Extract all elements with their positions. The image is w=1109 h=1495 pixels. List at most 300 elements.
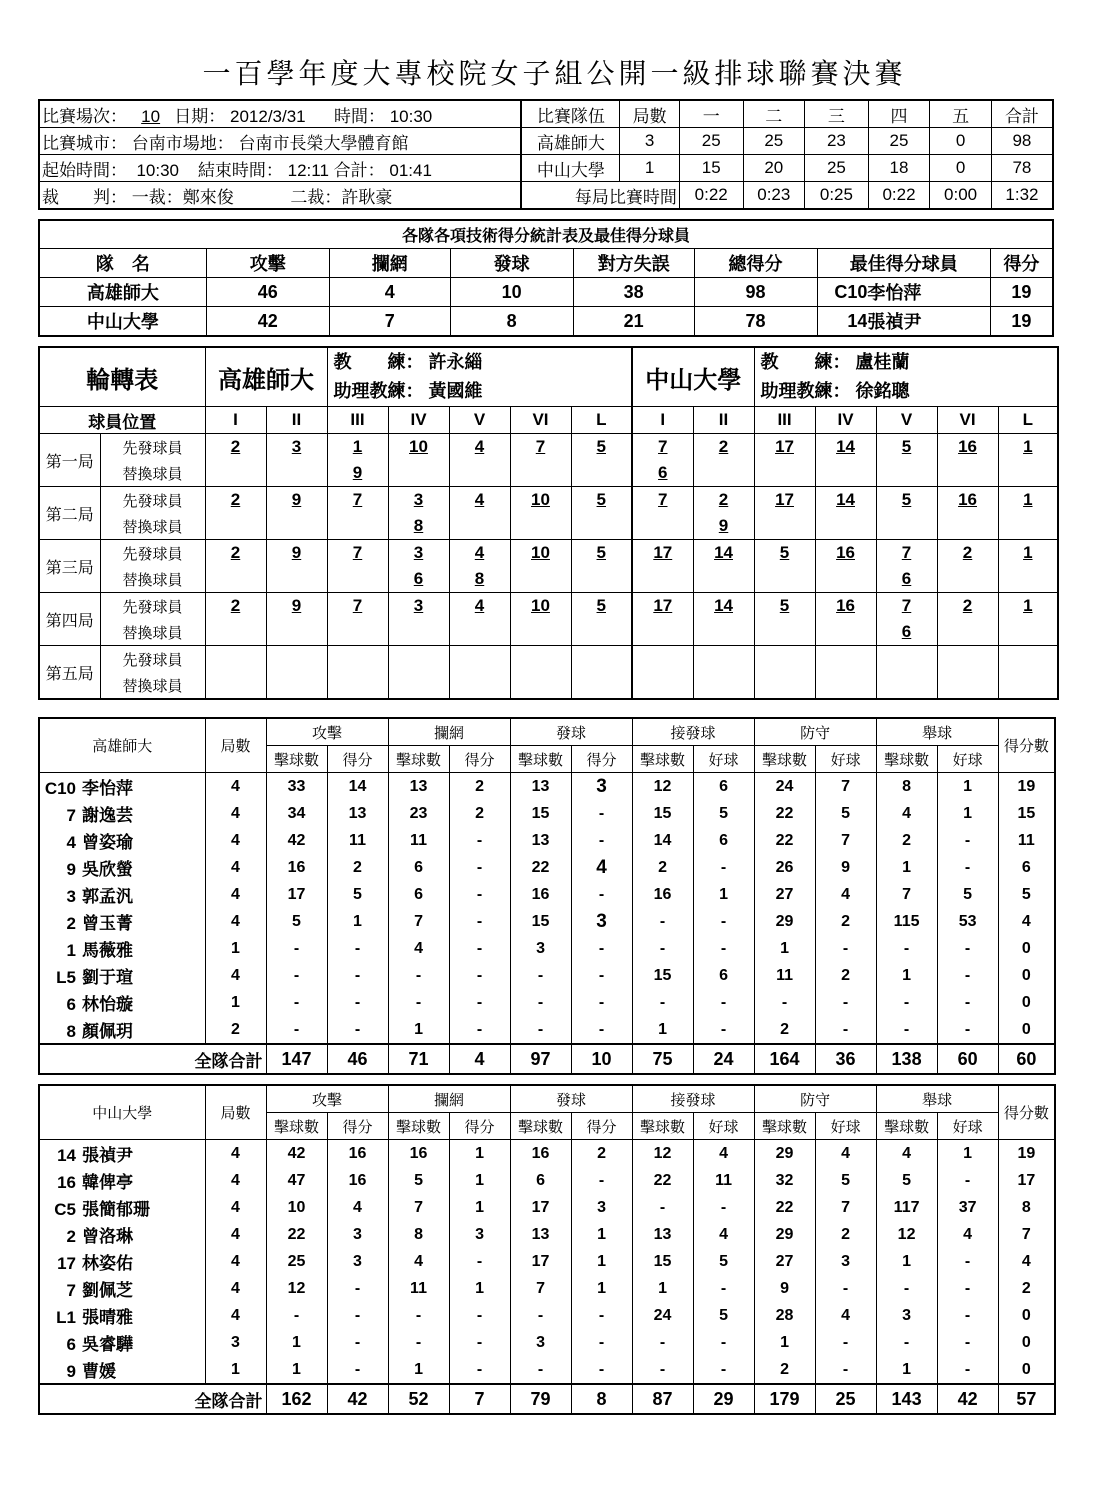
- sub-number: [754, 460, 815, 487]
- sub-number: [510, 672, 571, 699]
- stat-value: 13: [388, 773, 449, 801]
- player-row: [39, 1016, 1055, 1044]
- stat-value: -: [693, 908, 754, 935]
- player-cell: [39, 773, 205, 801]
- stat-value: 4: [815, 1302, 876, 1329]
- stat-value: -: [815, 1329, 876, 1356]
- player-sets: 4: [205, 1248, 266, 1275]
- starter-number: 9: [266, 540, 327, 567]
- player-points: 5: [998, 881, 1055, 908]
- stat-value: -: [632, 989, 693, 1016]
- player-name: 郭孟汎: [82, 887, 133, 906]
- player-name: 韓俾亭: [82, 1173, 133, 1192]
- player-points: 8: [998, 1194, 1055, 1221]
- stat-value: 10: [266, 1194, 327, 1221]
- sub-number: [937, 672, 998, 699]
- stat-value: 53: [937, 908, 998, 935]
- stat-group-header: 攔網: [388, 718, 510, 746]
- team-total-row: [39, 1384, 1055, 1414]
- team-total-points: 57: [998, 1384, 1055, 1414]
- summary-header: 得分: [990, 249, 1053, 278]
- team-total-value: 147: [266, 1044, 327, 1074]
- sub-label: 替換球員: [100, 513, 205, 540]
- starter-number: 5: [571, 593, 632, 620]
- player-cell: [39, 1248, 205, 1275]
- sub-number: [388, 460, 449, 487]
- stat-subheader: 擊球數: [266, 746, 327, 773]
- starter-number: 4: [449, 434, 510, 461]
- stat-value: 16: [388, 1140, 449, 1168]
- rotation-team-b: 中山大學: [632, 347, 754, 407]
- sub-number: [205, 619, 266, 646]
- starter-number: [998, 646, 1058, 673]
- best-player-points: 19: [990, 307, 1053, 337]
- starter-number: 14: [815, 487, 876, 514]
- stat-value: -: [388, 989, 449, 1016]
- stat-value: 34: [266, 800, 327, 827]
- stat-subheader: 擊球數: [388, 1113, 449, 1140]
- scoreboard-cell: 0: [930, 155, 992, 182]
- player-name: 顏佩玥: [82, 1022, 133, 1041]
- rotation-team-a: 高雄師大: [205, 347, 327, 407]
- player-number: 6: [66, 1335, 76, 1354]
- team-total-value: 10: [571, 1044, 632, 1074]
- coach-label: 教 練：: [760, 352, 851, 372]
- stat-subheader: 擊球數: [876, 746, 937, 773]
- sub-number: [815, 672, 876, 699]
- rotation-table: [38, 346, 1059, 700]
- stat-value: -: [571, 1329, 632, 1356]
- stat-value: 16: [266, 854, 327, 881]
- stat-subheader: 擊球數: [632, 746, 693, 773]
- starter-number: 2: [205, 540, 266, 567]
- stat-value: -: [693, 854, 754, 881]
- stat-value: -: [388, 1329, 449, 1356]
- stat-value: 2: [815, 908, 876, 935]
- stat-subheader: 擊球數: [632, 1113, 693, 1140]
- stat-value: -: [510, 1356, 571, 1384]
- starter-number: 3: [388, 487, 449, 514]
- player-name: 林怡璇: [82, 995, 133, 1014]
- stat-value: -: [876, 1329, 937, 1356]
- team-total-value: 24: [693, 1044, 754, 1074]
- sub-number: [815, 619, 876, 646]
- player-sets: 4: [205, 1275, 266, 1302]
- starter-number: 3: [388, 593, 449, 620]
- player-sets: 4: [205, 1140, 266, 1168]
- stat-value: 4: [876, 1140, 937, 1168]
- starter-number: 5: [754, 593, 815, 620]
- position-header: L: [571, 407, 632, 434]
- stat-value: 115: [876, 908, 937, 935]
- player-row: [39, 989, 1055, 1016]
- starter-number: 4: [449, 487, 510, 514]
- player-number: 7: [66, 806, 76, 825]
- stat-value: 5: [815, 1167, 876, 1194]
- team-total-value: 71: [388, 1044, 449, 1074]
- stat-value: -: [876, 1275, 937, 1302]
- stat-value: 14: [327, 773, 388, 801]
- sub-number: 8: [388, 513, 449, 540]
- starter-number: 10: [510, 540, 571, 567]
- starter-number: 7: [632, 434, 693, 461]
- sub-number: [571, 672, 632, 699]
- player-row: [39, 908, 1055, 935]
- scoreboard-cell: 25: [805, 155, 869, 182]
- stat-subheader: 擊球數: [754, 746, 815, 773]
- team-total-value: 179: [754, 1384, 815, 1414]
- stat-subheader: 得分: [449, 1113, 510, 1140]
- stat-value: -: [266, 962, 327, 989]
- starter-label: 先發球員: [100, 593, 205, 620]
- stat-value: -: [815, 989, 876, 1016]
- stat-value: 1: [449, 1194, 510, 1221]
- stat-subheader: 得分: [571, 746, 632, 773]
- sub-number: [266, 513, 327, 540]
- stat-value: -: [571, 962, 632, 989]
- stat-value: -: [937, 935, 998, 962]
- stat-value: -: [571, 1167, 632, 1194]
- stat-group-header: 接發球: [632, 1085, 754, 1113]
- starter-number: 7: [876, 540, 937, 567]
- player-points: 0: [998, 989, 1055, 1016]
- sub-number: [388, 619, 449, 646]
- end-time: 12:11: [287, 160, 329, 180]
- stat-value: 22: [632, 1167, 693, 1194]
- starter-number: 9: [266, 487, 327, 514]
- player-cell: [39, 962, 205, 989]
- position-header: VI: [937, 407, 998, 434]
- player-points: 17: [998, 1167, 1055, 1194]
- summary-row: [39, 307, 1053, 337]
- stats-header-row: [39, 718, 1055, 746]
- sub-number: [815, 513, 876, 540]
- stat-value: -: [327, 1302, 388, 1329]
- scoreboard-cell: 25: [868, 128, 930, 155]
- sub-number: [571, 460, 632, 487]
- player-cell: [39, 1275, 205, 1302]
- starter-number: 17: [754, 434, 815, 461]
- match-date: 2012/3/31: [230, 106, 306, 126]
- match-time: 10:30: [389, 106, 433, 126]
- sub-number: [449, 513, 510, 540]
- stat-value: -: [937, 1016, 998, 1044]
- stat-value: 8: [876, 773, 937, 801]
- team-a-asst-coach: 黃國維: [428, 381, 483, 401]
- player-row: [39, 1329, 1055, 1356]
- sub-number: [937, 460, 998, 487]
- sub-number: [998, 672, 1058, 699]
- best-player-name: 張禎尹: [867, 307, 990, 337]
- stat-value: -: [327, 989, 388, 1016]
- stat-value: -: [571, 989, 632, 1016]
- scoreboard-cell: 20: [743, 155, 805, 182]
- summary-block: 7: [329, 307, 450, 337]
- player-sets: 4: [205, 773, 266, 801]
- stat-value: -: [693, 1329, 754, 1356]
- sub-number: [205, 566, 266, 593]
- stat-value: -: [693, 1194, 754, 1221]
- starter-number: 7: [327, 540, 388, 567]
- stat-value: 5: [693, 1248, 754, 1275]
- player-row: [39, 1221, 1055, 1248]
- stat-value: -: [571, 800, 632, 827]
- stat-value: 5: [876, 1167, 937, 1194]
- stat-group-header: 舉球: [876, 718, 998, 746]
- stat-value: 3: [571, 1194, 632, 1221]
- rotation-set-row: [39, 460, 1058, 487]
- stat-value: 12: [632, 1140, 693, 1168]
- stat-value: 24: [754, 773, 815, 801]
- stat-value: 13: [510, 1221, 571, 1248]
- starter-number: 5: [571, 434, 632, 461]
- stat-value: -: [571, 1356, 632, 1384]
- starter-label: 先發球員: [100, 487, 205, 514]
- stat-subheader: 好球: [693, 1113, 754, 1140]
- player-row: [39, 800, 1055, 827]
- starter-number: [754, 646, 815, 673]
- summary-header: 隊 名: [39, 249, 206, 278]
- stat-value: 15: [632, 1248, 693, 1275]
- stat-value: -: [693, 935, 754, 962]
- sub-number: [205, 460, 266, 487]
- referee-label: 裁 判：: [42, 187, 127, 207]
- player-row: [39, 1275, 1055, 1302]
- stat-value: -: [571, 1302, 632, 1329]
- team-total-value: 97: [510, 1044, 571, 1074]
- scoreboard-header: 五: [930, 100, 992, 128]
- scoreboard-team: 高雄師大: [521, 128, 620, 155]
- player-points: 19: [998, 1140, 1055, 1168]
- stat-value: -: [449, 935, 510, 962]
- stat-value: 1: [449, 1275, 510, 1302]
- position-header: III: [754, 407, 815, 434]
- stat-value: -: [510, 989, 571, 1016]
- starter-number: 14: [693, 540, 754, 567]
- summary-serve: 10: [450, 278, 573, 307]
- player-points: 0: [998, 1329, 1055, 1356]
- stat-value: -: [327, 1016, 388, 1044]
- stat-value: 2: [449, 773, 510, 801]
- stat-value: 2: [449, 800, 510, 827]
- player-points: 7: [998, 1221, 1055, 1248]
- summary-opp-error: 38: [573, 278, 694, 307]
- rotation-set-row: [39, 619, 1058, 646]
- stat-value: 26: [754, 854, 815, 881]
- player-points: 0: [998, 1016, 1055, 1044]
- sub-number: [327, 672, 388, 699]
- starter-number: 4: [449, 593, 510, 620]
- points-header: 得分數: [998, 718, 1055, 773]
- sub-number: [693, 566, 754, 593]
- starter-number: [815, 646, 876, 673]
- stat-value: 2: [815, 1221, 876, 1248]
- stat-value: 1: [876, 1356, 937, 1384]
- stat-value: 3: [327, 1248, 388, 1275]
- player-sets: 1: [205, 935, 266, 962]
- starter-number: 3: [266, 434, 327, 461]
- best-player-no: 14: [817, 307, 867, 337]
- rotation-set-row: [39, 513, 1058, 540]
- stat-value: 11: [754, 962, 815, 989]
- stat-value: 5: [266, 908, 327, 935]
- team-total-value: 4: [449, 1044, 510, 1074]
- player-cell: [39, 1356, 205, 1384]
- starter-number: 1: [998, 434, 1058, 461]
- player-points: 15: [998, 800, 1055, 827]
- starter-number: 2: [693, 487, 754, 514]
- stat-value: 1: [937, 773, 998, 801]
- starter-number: 17: [632, 540, 693, 567]
- stat-subheader: 擊球數: [754, 1113, 815, 1140]
- stat-value: -: [937, 1275, 998, 1302]
- stat-value: 4: [937, 1221, 998, 1248]
- stat-value: 1: [266, 1356, 327, 1384]
- stat-value: 8: [388, 1221, 449, 1248]
- player-sets: 4: [205, 1194, 266, 1221]
- stat-value: -: [571, 827, 632, 854]
- stat-value: 4: [693, 1140, 754, 1168]
- stat-value: 1: [876, 962, 937, 989]
- sub-number: [876, 513, 937, 540]
- stat-value: -: [571, 935, 632, 962]
- player-sets: 1: [205, 1356, 266, 1384]
- sub-number: [571, 619, 632, 646]
- player-points: 0: [998, 962, 1055, 989]
- sub-number: [449, 460, 510, 487]
- player-number: 4: [66, 833, 76, 852]
- player-cell: [39, 1016, 205, 1044]
- stat-value: -: [937, 854, 998, 881]
- team-total-value: 138: [876, 1044, 937, 1074]
- stat-value: 23: [388, 800, 449, 827]
- player-sets: 4: [205, 962, 266, 989]
- sub-number: [632, 672, 693, 699]
- summary-attack: 42: [206, 307, 329, 337]
- sub-number: [876, 460, 937, 487]
- player-cell: [39, 800, 205, 827]
- starter-number: 7: [632, 487, 693, 514]
- stat-value: 2: [754, 1356, 815, 1384]
- stat-subheader: 得分: [327, 746, 388, 773]
- stat-value: 7: [876, 881, 937, 908]
- stat-value: -: [571, 881, 632, 908]
- stat-value: 1: [754, 935, 815, 962]
- stat-value: 11: [388, 827, 449, 854]
- player-name: 馬薇雅: [82, 941, 133, 960]
- starter-number: [571, 646, 632, 673]
- player-cell: [39, 1221, 205, 1248]
- scoreboard-cell: 15: [679, 155, 743, 182]
- player-row: [39, 1167, 1055, 1194]
- stat-value: -: [815, 1356, 876, 1384]
- sub-number: [510, 566, 571, 593]
- sub-number: [510, 460, 571, 487]
- stat-value: 4: [815, 1140, 876, 1168]
- stat-group-header: 接發球: [632, 718, 754, 746]
- starter-number: 14: [815, 434, 876, 461]
- stat-value: -: [449, 962, 510, 989]
- team-total-value: 75: [632, 1044, 693, 1074]
- summary-attack: 46: [206, 278, 329, 307]
- set-time: 0:25: [805, 182, 869, 210]
- stat-value: 5: [815, 800, 876, 827]
- player-name: 曾姿瑜: [82, 833, 133, 852]
- stat-value: 7: [815, 827, 876, 854]
- stat-value: -: [327, 935, 388, 962]
- time-row: [39, 155, 521, 182]
- stat-value: 12: [876, 1221, 937, 1248]
- team-total-value: 25: [815, 1384, 876, 1414]
- player-number: 2: [66, 914, 76, 933]
- starter-number: 5: [754, 540, 815, 567]
- ref1-label: 一裁：: [131, 187, 183, 207]
- position-header: II: [693, 407, 754, 434]
- stat-value: 12: [632, 773, 693, 801]
- stat-value: 16: [510, 1140, 571, 1168]
- sub-number: [510, 619, 571, 646]
- match-no-row: [39, 100, 521, 128]
- stat-value: 13: [510, 827, 571, 854]
- player-number: C10: [44, 779, 76, 798]
- player-number: L1: [56, 1308, 76, 1327]
- stat-value: 6: [388, 854, 449, 881]
- set-time: 0:00: [930, 182, 992, 210]
- stat-value: 6: [693, 827, 754, 854]
- stat-value: 1: [571, 1248, 632, 1275]
- starter-number: 2: [937, 540, 998, 567]
- scoreboard-header: 比賽隊伍: [521, 100, 620, 128]
- stat-value: 4: [388, 1248, 449, 1275]
- player-name: 曾玉菁: [82, 914, 133, 933]
- city-venue-row: [39, 128, 521, 155]
- team-b-coach: 盧桂蘭: [855, 352, 910, 372]
- stat-value: -: [449, 1016, 510, 1044]
- position-header: L: [998, 407, 1058, 434]
- player-number: L5: [56, 968, 76, 987]
- position-label: 球員位置: [39, 407, 205, 434]
- stat-group-header: 發球: [510, 718, 632, 746]
- stat-value: 1: [632, 1016, 693, 1044]
- ref2-name: 許耿豪: [341, 187, 393, 207]
- sub-label: 替換球員: [100, 672, 205, 699]
- city: 台南市: [131, 133, 183, 153]
- scoreboard-cell: 98: [991, 128, 1053, 155]
- set-name: 第五局: [39, 646, 100, 700]
- player-cell: [39, 935, 205, 962]
- stat-value: 17: [510, 1248, 571, 1275]
- coach-label: 教 練：: [333, 352, 424, 372]
- player-number: 8: [66, 1022, 76, 1041]
- player-name: 曾洛琳: [82, 1227, 133, 1246]
- stat-subheader: 得分: [571, 1113, 632, 1140]
- starter-number: [449, 646, 510, 673]
- stat-value: -: [937, 1356, 998, 1384]
- summary-block: 4: [329, 278, 450, 307]
- stat-value: 4: [327, 1194, 388, 1221]
- sets-header: 局數: [205, 718, 266, 773]
- rotation-set-row: [39, 672, 1058, 699]
- stats-header-row: [39, 1085, 1055, 1113]
- sub-label: 替換球員: [100, 566, 205, 593]
- starter-number: 2: [937, 593, 998, 620]
- stat-value: 1: [449, 1167, 510, 1194]
- summary-header: 總得分: [694, 249, 817, 278]
- team-total-value: 42: [327, 1384, 388, 1414]
- summary-header: 攻擊: [206, 249, 329, 278]
- player-points: 4: [998, 908, 1055, 935]
- starter-number: [388, 646, 449, 673]
